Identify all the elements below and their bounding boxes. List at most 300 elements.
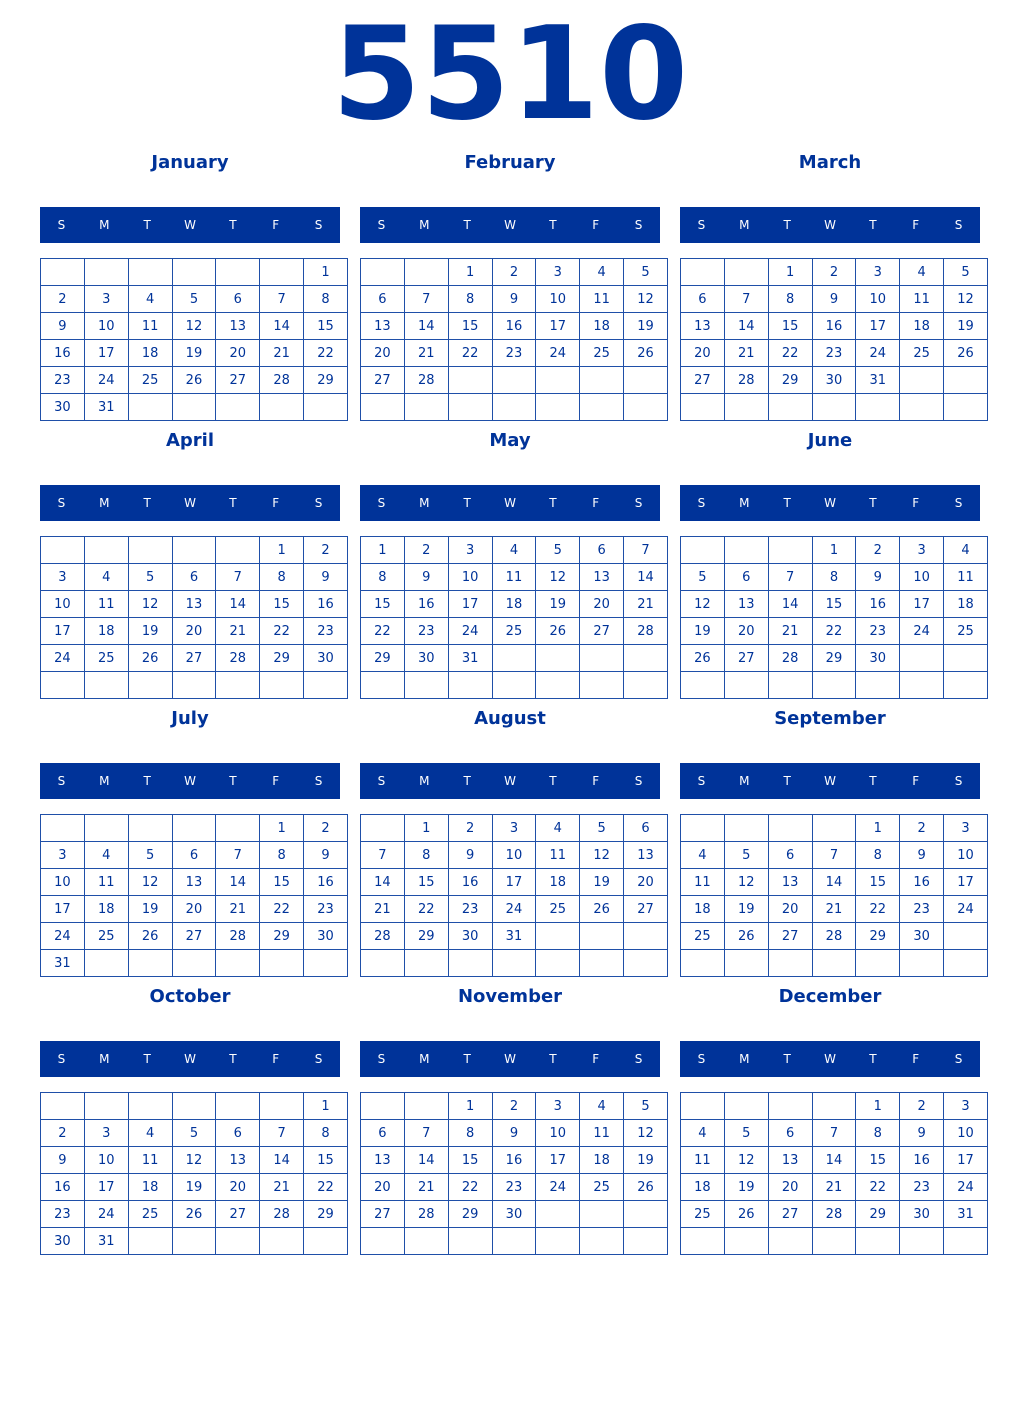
day-cell: 23: [856, 618, 900, 645]
day-cell: 24: [856, 340, 900, 367]
week-row: [681, 950, 988, 977]
day-cell: 5: [624, 259, 668, 286]
week-row: [41, 672, 348, 699]
day-cell: [216, 672, 260, 699]
weekday-label: T: [143, 496, 151, 510]
day-cell: 14: [812, 1147, 856, 1174]
day-cell: 16: [304, 869, 348, 896]
day-cell: 18: [580, 313, 624, 340]
day-cell: 12: [580, 842, 624, 869]
day-cell: 19: [536, 591, 580, 618]
weekday-label: S: [57, 1052, 66, 1066]
weekday-label: F: [592, 774, 600, 788]
day-cell: 12: [172, 313, 216, 340]
day-cell: [944, 367, 988, 394]
day-cell: [404, 672, 448, 699]
weekday-label: S: [377, 496, 386, 510]
day-cell: [260, 394, 304, 421]
day-cell: 16: [812, 313, 856, 340]
day-cell: 22: [448, 340, 492, 367]
weekday-label: S: [377, 218, 386, 232]
week-row: [41, 286, 348, 313]
day-cell: 2: [900, 815, 944, 842]
day-cell: 10: [41, 869, 85, 896]
day-cell: 1: [361, 537, 405, 564]
day-cell: [84, 672, 128, 699]
day-cell: 25: [580, 340, 624, 367]
day-cell: 30: [900, 923, 944, 950]
day-cell: 3: [944, 815, 988, 842]
day-cell: [84, 950, 128, 977]
weekday-label: S: [634, 218, 643, 232]
week-row: [681, 1147, 988, 1174]
day-cell: 26: [128, 923, 172, 950]
day-cell: [768, 672, 812, 699]
day-cell: 17: [41, 618, 85, 645]
day-cell: [536, 1201, 580, 1228]
day-cell: 11: [84, 869, 128, 896]
day-cell: 10: [492, 842, 536, 869]
month-name: July: [171, 708, 209, 729]
week-row: [41, 394, 348, 421]
weekday-header: [680, 763, 980, 799]
day-cell: 13: [172, 869, 216, 896]
day-cell: [900, 672, 944, 699]
week-row: [361, 259, 668, 286]
day-cell: 30: [812, 367, 856, 394]
day-cell: 27: [768, 923, 812, 950]
day-cell: 6: [172, 564, 216, 591]
weekday-label: W: [504, 1052, 516, 1066]
day-cell: [492, 394, 536, 421]
day-cell: [492, 645, 536, 672]
day-cell: [172, 394, 216, 421]
day-cell: 28: [404, 1201, 448, 1228]
day-cell: 27: [724, 645, 768, 672]
week-row: [681, 869, 988, 896]
day-cell: [536, 1228, 580, 1255]
weekday-label: T: [463, 774, 471, 788]
day-cell: [492, 367, 536, 394]
day-cell: 8: [448, 1120, 492, 1147]
day-cell: 26: [624, 340, 668, 367]
day-cell: [681, 815, 725, 842]
weekday-label: T: [229, 1052, 237, 1066]
day-cell: [580, 367, 624, 394]
week-row: [681, 1093, 988, 1120]
day-cell: [681, 1093, 725, 1120]
day-cell: [536, 672, 580, 699]
day-cell: [128, 394, 172, 421]
weekday-label: F: [912, 774, 920, 788]
weekday-label: W: [504, 496, 516, 510]
week-row: [681, 1120, 988, 1147]
weekday-label: T: [869, 218, 877, 232]
day-cell: 17: [41, 896, 85, 923]
day-cell: [172, 1228, 216, 1255]
day-cell: 4: [536, 815, 580, 842]
day-cell: 6: [216, 286, 260, 313]
week-row: [681, 1228, 988, 1255]
day-cell: [128, 815, 172, 842]
day-cell: 25: [681, 1201, 725, 1228]
week-row: [41, 591, 348, 618]
day-cell: 1: [304, 1093, 348, 1120]
day-cell: 23: [41, 1201, 85, 1228]
day-cell: [900, 645, 944, 672]
day-cell: 18: [580, 1147, 624, 1174]
day-cell: 28: [768, 645, 812, 672]
day-cell: 8: [768, 286, 812, 313]
day-cell: [492, 1228, 536, 1255]
day-cell: 31: [492, 923, 536, 950]
day-cell: 18: [84, 618, 128, 645]
day-cell: 20: [216, 340, 260, 367]
weekday-label: F: [912, 1052, 920, 1066]
day-cell: 21: [260, 340, 304, 367]
day-cell: [304, 394, 348, 421]
day-cell: 24: [84, 367, 128, 394]
day-cell: 1: [404, 815, 448, 842]
day-cell: 9: [856, 564, 900, 591]
day-cell: [812, 815, 856, 842]
month-name: February: [464, 152, 556, 173]
day-cell: 19: [624, 313, 668, 340]
day-cell: 6: [768, 842, 812, 869]
day-cell: 22: [361, 618, 405, 645]
month-name: March: [798, 152, 862, 173]
day-cell: 17: [492, 869, 536, 896]
day-cell: 17: [84, 340, 128, 367]
day-cell: 4: [580, 259, 624, 286]
day-cell: [624, 1228, 668, 1255]
day-grid: [40, 814, 348, 977]
weekday-label: S: [954, 1052, 963, 1066]
day-cell: [41, 537, 85, 564]
day-cell: 5: [128, 564, 172, 591]
weekday-label: T: [143, 218, 151, 232]
day-cell: 14: [216, 869, 260, 896]
day-cell: 15: [304, 1147, 348, 1174]
day-cell: 7: [768, 564, 812, 591]
week-row: [361, 815, 668, 842]
day-cell: 26: [724, 1201, 768, 1228]
day-cell: 2: [812, 259, 856, 286]
day-cell: 3: [41, 564, 85, 591]
day-cell: [361, 672, 405, 699]
day-cell: 8: [361, 564, 405, 591]
day-cell: [361, 815, 405, 842]
day-cell: 9: [41, 313, 85, 340]
weekday-header: [360, 207, 660, 243]
day-cell: 17: [536, 313, 580, 340]
day-cell: 8: [812, 564, 856, 591]
day-cell: 9: [812, 286, 856, 313]
day-cell: 14: [260, 313, 304, 340]
day-cell: 9: [492, 1120, 536, 1147]
day-cell: 22: [856, 1174, 900, 1201]
day-cell: [624, 923, 668, 950]
week-row: [681, 923, 988, 950]
week-row: [361, 591, 668, 618]
month-name: August: [474, 708, 546, 729]
day-cell: [448, 394, 492, 421]
weekday-label: S: [697, 1052, 706, 1066]
week-row: [41, 564, 348, 591]
day-cell: 14: [624, 564, 668, 591]
weekday-label: F: [912, 496, 920, 510]
day-grid: [360, 1092, 668, 1255]
day-cell: [724, 950, 768, 977]
day-cell: 15: [768, 313, 812, 340]
day-cell: 7: [812, 842, 856, 869]
day-cell: 4: [681, 842, 725, 869]
day-cell: 24: [944, 896, 988, 923]
weekday-label: M: [739, 774, 750, 788]
day-cell: 12: [724, 869, 768, 896]
day-cell: 30: [41, 394, 85, 421]
day-cell: 1: [448, 1093, 492, 1120]
day-cell: 14: [404, 1147, 448, 1174]
weekday-header: [40, 1041, 340, 1077]
day-cell: 26: [128, 645, 172, 672]
day-cell: 20: [580, 591, 624, 618]
week-row: [361, 645, 668, 672]
day-cell: 19: [724, 1174, 768, 1201]
day-cell: 20: [361, 340, 405, 367]
day-cell: 16: [448, 869, 492, 896]
day-cell: 22: [812, 618, 856, 645]
day-cell: [681, 1228, 725, 1255]
month-june: [680, 430, 980, 706]
day-cell: [128, 672, 172, 699]
day-cell: 13: [624, 842, 668, 869]
day-cell: 21: [361, 896, 405, 923]
week-row: [361, 394, 668, 421]
day-cell: 12: [724, 1147, 768, 1174]
day-cell: [304, 1228, 348, 1255]
day-cell: 11: [580, 1120, 624, 1147]
day-cell: [681, 394, 725, 421]
day-cell: 1: [304, 259, 348, 286]
weekday-label: T: [229, 496, 237, 510]
month-february: [360, 152, 660, 428]
day-cell: 17: [856, 313, 900, 340]
day-cell: [768, 394, 812, 421]
day-cell: 18: [492, 591, 536, 618]
day-cell: 20: [361, 1174, 405, 1201]
day-cell: 22: [304, 340, 348, 367]
day-cell: [624, 950, 668, 977]
day-cell: 30: [404, 645, 448, 672]
day-cell: 29: [260, 645, 304, 672]
weekday-label: M: [739, 496, 750, 510]
week-row: [681, 896, 988, 923]
weekday-label: T: [463, 218, 471, 232]
day-cell: 1: [260, 537, 304, 564]
weekday-header: [360, 1041, 660, 1077]
day-cell: 14: [724, 313, 768, 340]
day-cell: 26: [536, 618, 580, 645]
day-cell: [580, 645, 624, 672]
day-cell: 24: [41, 645, 85, 672]
day-cell: 3: [856, 259, 900, 286]
weekday-label: T: [869, 774, 877, 788]
day-grid: [360, 258, 668, 421]
week-row: [41, 896, 348, 923]
day-cell: 21: [216, 618, 260, 645]
day-cell: 13: [580, 564, 624, 591]
day-cell: [856, 950, 900, 977]
day-cell: 24: [448, 618, 492, 645]
day-cell: 23: [812, 340, 856, 367]
day-cell: 8: [856, 842, 900, 869]
day-cell: [812, 394, 856, 421]
day-cell: 10: [536, 286, 580, 313]
day-cell: 22: [768, 340, 812, 367]
day-cell: 28: [361, 923, 405, 950]
day-cell: 11: [944, 564, 988, 591]
day-cell: 24: [900, 618, 944, 645]
weekday-label: S: [634, 1052, 643, 1066]
weekday-label: T: [229, 218, 237, 232]
weekday-label: S: [954, 496, 963, 510]
day-cell: 7: [404, 1120, 448, 1147]
day-cell: 9: [41, 1147, 85, 1174]
weekday-label: T: [549, 1052, 557, 1066]
weekday-label: M: [99, 218, 110, 232]
week-row: [681, 537, 988, 564]
week-row: [361, 896, 668, 923]
month-name: May: [489, 430, 531, 451]
weekday-label: F: [592, 1052, 600, 1066]
day-cell: 25: [944, 618, 988, 645]
day-cell: 10: [900, 564, 944, 591]
day-cell: [624, 672, 668, 699]
day-cell: 12: [624, 1120, 668, 1147]
day-cell: 10: [536, 1120, 580, 1147]
day-cell: 23: [404, 618, 448, 645]
weekday-label: W: [184, 218, 196, 232]
weekday-label: W: [504, 774, 516, 788]
day-cell: [260, 1228, 304, 1255]
day-cell: 9: [448, 842, 492, 869]
day-cell: 8: [304, 286, 348, 313]
month-november: [360, 986, 660, 1262]
day-cell: 25: [84, 923, 128, 950]
day-cell: [260, 950, 304, 977]
week-row: [41, 340, 348, 367]
day-cell: 12: [128, 591, 172, 618]
day-cell: 6: [361, 1120, 405, 1147]
day-cell: [856, 1228, 900, 1255]
day-cell: 27: [681, 367, 725, 394]
day-cell: [404, 1228, 448, 1255]
day-cell: 25: [492, 618, 536, 645]
weekday-label: T: [869, 1052, 877, 1066]
day-cell: [768, 1228, 812, 1255]
day-cell: 9: [304, 842, 348, 869]
day-cell: [128, 950, 172, 977]
day-cell: 6: [216, 1120, 260, 1147]
day-cell: 16: [900, 869, 944, 896]
day-cell: 24: [84, 1201, 128, 1228]
day-cell: 25: [128, 367, 172, 394]
day-cell: 8: [404, 842, 448, 869]
day-cell: 7: [812, 1120, 856, 1147]
day-cell: 15: [404, 869, 448, 896]
week-row: [41, 869, 348, 896]
day-grid: [40, 536, 348, 699]
weekday-label: S: [697, 774, 706, 788]
day-cell: [812, 1228, 856, 1255]
week-row: [361, 1147, 668, 1174]
weekday-header: [360, 485, 660, 521]
week-row: [681, 1201, 988, 1228]
day-cell: 27: [580, 618, 624, 645]
day-cell: 22: [448, 1174, 492, 1201]
day-cell: [41, 815, 85, 842]
day-cell: 30: [448, 923, 492, 950]
month-name: November: [457, 986, 563, 1007]
week-row: [681, 645, 988, 672]
day-cell: [536, 367, 580, 394]
weekday-label: W: [824, 218, 836, 232]
day-cell: [724, 1228, 768, 1255]
day-cell: [536, 923, 580, 950]
day-cell: [172, 815, 216, 842]
day-cell: [128, 259, 172, 286]
month-april: [40, 430, 340, 706]
weekday-header: [680, 207, 980, 243]
day-cell: [41, 672, 85, 699]
day-cell: [84, 537, 128, 564]
month-name: April: [165, 430, 215, 451]
day-cell: 3: [536, 1093, 580, 1120]
weekday-label: M: [739, 1052, 750, 1066]
week-row: [41, 367, 348, 394]
weekday-label: S: [697, 218, 706, 232]
weekday-label: M: [419, 1052, 430, 1066]
day-cell: [768, 1093, 812, 1120]
day-cell: 22: [260, 618, 304, 645]
day-cell: [361, 1228, 405, 1255]
day-cell: 31: [41, 950, 85, 977]
day-cell: 15: [856, 869, 900, 896]
day-cell: 6: [624, 815, 668, 842]
weekday-label: S: [377, 774, 386, 788]
weekday-label: S: [954, 218, 963, 232]
day-cell: 23: [304, 618, 348, 645]
day-cell: 21: [624, 591, 668, 618]
weekday-label: T: [463, 1052, 471, 1066]
day-cell: [580, 394, 624, 421]
day-cell: 29: [448, 1201, 492, 1228]
weekday-label: W: [184, 1052, 196, 1066]
day-cell: [492, 950, 536, 977]
day-cell: 3: [448, 537, 492, 564]
day-cell: [944, 1228, 988, 1255]
day-cell: 20: [172, 618, 216, 645]
day-cell: 31: [84, 1228, 128, 1255]
day-cell: 1: [856, 1093, 900, 1120]
weekday-label: W: [824, 774, 836, 788]
day-cell: 11: [681, 869, 725, 896]
week-row: [361, 367, 668, 394]
day-cell: 10: [856, 286, 900, 313]
day-cell: 9: [900, 1120, 944, 1147]
day-cell: 15: [361, 591, 405, 618]
